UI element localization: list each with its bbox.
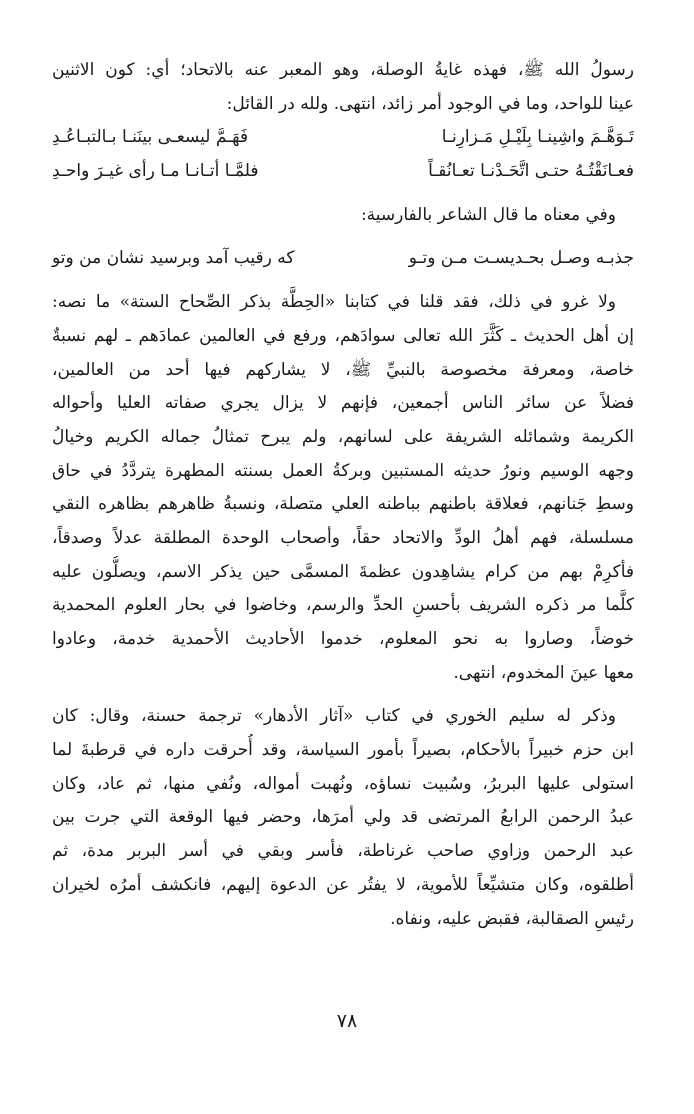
poem-verse — [52, 121, 634, 155]
text-line: ولا غرو في ذلك، فقد قلنا في كتابنا «الحِطَّة بذكر الصِّحاح الستة» ما نصه: — [52, 292, 616, 313]
text-line: عينا للواحد، وما في الوجود أمر زائد، انتهى. ولله در القائل: — [226, 93, 634, 114]
quoted-paragraph — [52, 286, 634, 690]
text-line: خاصة، ومعرفة مخصوصة بالنبيِّ ﷺ، لا يشاركهم فيها أحد من العالمين، — [52, 359, 634, 380]
text-line: استولى عليها البربرُ، وسُبيت نساؤه، ونُهبت أمواله، ونُفي منها، ثم عاد، وكان — [52, 773, 634, 794]
text-line: معها عينَ المخدوم، انتهى. — [453, 662, 634, 683]
persian-intro-line: وفي معناه ما قال الشاعر بالفارسية: — [360, 204, 616, 225]
book-page — [52, 54, 634, 936]
intro-paragraph — [52, 54, 634, 121]
text-line: فأكرِمْ بهم من كرام يشاهِدون عظمةَ المسمَّى حين يذكر الاسم، ويصلُّون عليه — [52, 561, 634, 582]
verse-second-hemistich: فلمَّـا أتـانـا مـا رأى غيـرَ واحـدِ — [52, 161, 259, 182]
text-line: رئيسِ الصقالبة، فقبض عليه، ونفاه. — [390, 908, 634, 929]
verse-first-hemistich: فعـانَقْتُـهُ حتـى اتَّحَـدْنـا تعـانُقـاً — [428, 161, 634, 182]
text-line: إن أهل الحديث ـ كَثَّرَ الله تعالى سوادَهم، ورفع في العالمين عمادَهم ـ لهم نسبةٌ — [52, 325, 634, 346]
arabic-poem — [52, 121, 634, 188]
verse-first-hemistich: جذبـه وصـل بحـديسـت مـن وتـو — [408, 248, 634, 269]
poem-verse — [52, 155, 634, 189]
text-line: رسولُ الله ﷺ، فهذه غايةُ الوصلة، وهو المعبر عنه بالاتحاد؛ أي: كون الاثنين — [52, 60, 634, 80]
text-line: أطلقوه، وكان متشيِّعاً للأموية، لا يفتُر عن الدعوة إليهم، فانكشف أمرُه لخيران — [52, 874, 634, 895]
text-line: ابن حزم خبيراً بالأحكام، بصيراً بأمور السياسة، وقد أُحرقت داره في قرطبةَ لما — [52, 740, 634, 761]
text-line: الكريمة وشمائله الشريفة على لسانهم، ولم يبرح تمثالُ جماله الكريم وخيالُ — [52, 426, 634, 447]
persian-verse — [52, 242, 634, 276]
text-line: مسلسلة، فهم أهلُ الودِّ والاتحاد حقاً، وأصحاب الوحدة المطلقة عدلاً وصدقاً، — [52, 527, 634, 548]
biography-paragraph — [52, 700, 634, 936]
verse-second-hemistich: كه رقيب آمد وبرسيد نشان من وتو — [52, 248, 295, 269]
verse-second-hemistich: فَهَـمَّ ليسعـى بينَنـا بـالتبـاعُـدِ — [52, 127, 249, 148]
text-line: عبدُ الرحمن الرابعُ المرتضى قد ولي أمرَها، وحضر فيها الوقعة التي جرت بين — [52, 807, 634, 828]
text-line: كلَّما مر ذكره الشريف بأحسنِ الحدِّ والرسم، وخاضوا في بحار العلوم المحمدية — [52, 595, 634, 616]
page-number: ٧٨ — [336, 1010, 358, 1032]
text-line: خوضاً، وصاروا به نحو المعلوم، خدموا الأحاديث الأحمدية خدمة، وعادوا — [52, 629, 634, 649]
verse-first-hemistich: تَـوَهَّـمَ واشِينـا بِلَيْـلِ مَـزارِنـا — [441, 127, 634, 148]
text-line: وجهه الوسيم ونورُ حديثه المستبين وبركةُ العمل بسنته المطهرة يتردَّدُ في حاق — [52, 460, 634, 481]
text-line: عبد الرحمن وزاوي صاحب غرناطة، فأسر وبقي في أسر البربر مدة، ثم — [52, 841, 634, 862]
text-line: فضلاً عن سائر الناس أجمعين، فإنهم لا يزال يجري صفاته العليا وأحواله — [52, 393, 634, 414]
text-line: وسطِ جَنانهم، فعلاقة باطنهم بباطنه العلي متصلة، ونسبةُ ظاهرهم بظاهره النقي — [52, 494, 634, 515]
text-line: وذكر له سليم الخوري في كتاب «آثار الأدهار» ترجمة حسنة، وقال: كان — [52, 706, 616, 727]
